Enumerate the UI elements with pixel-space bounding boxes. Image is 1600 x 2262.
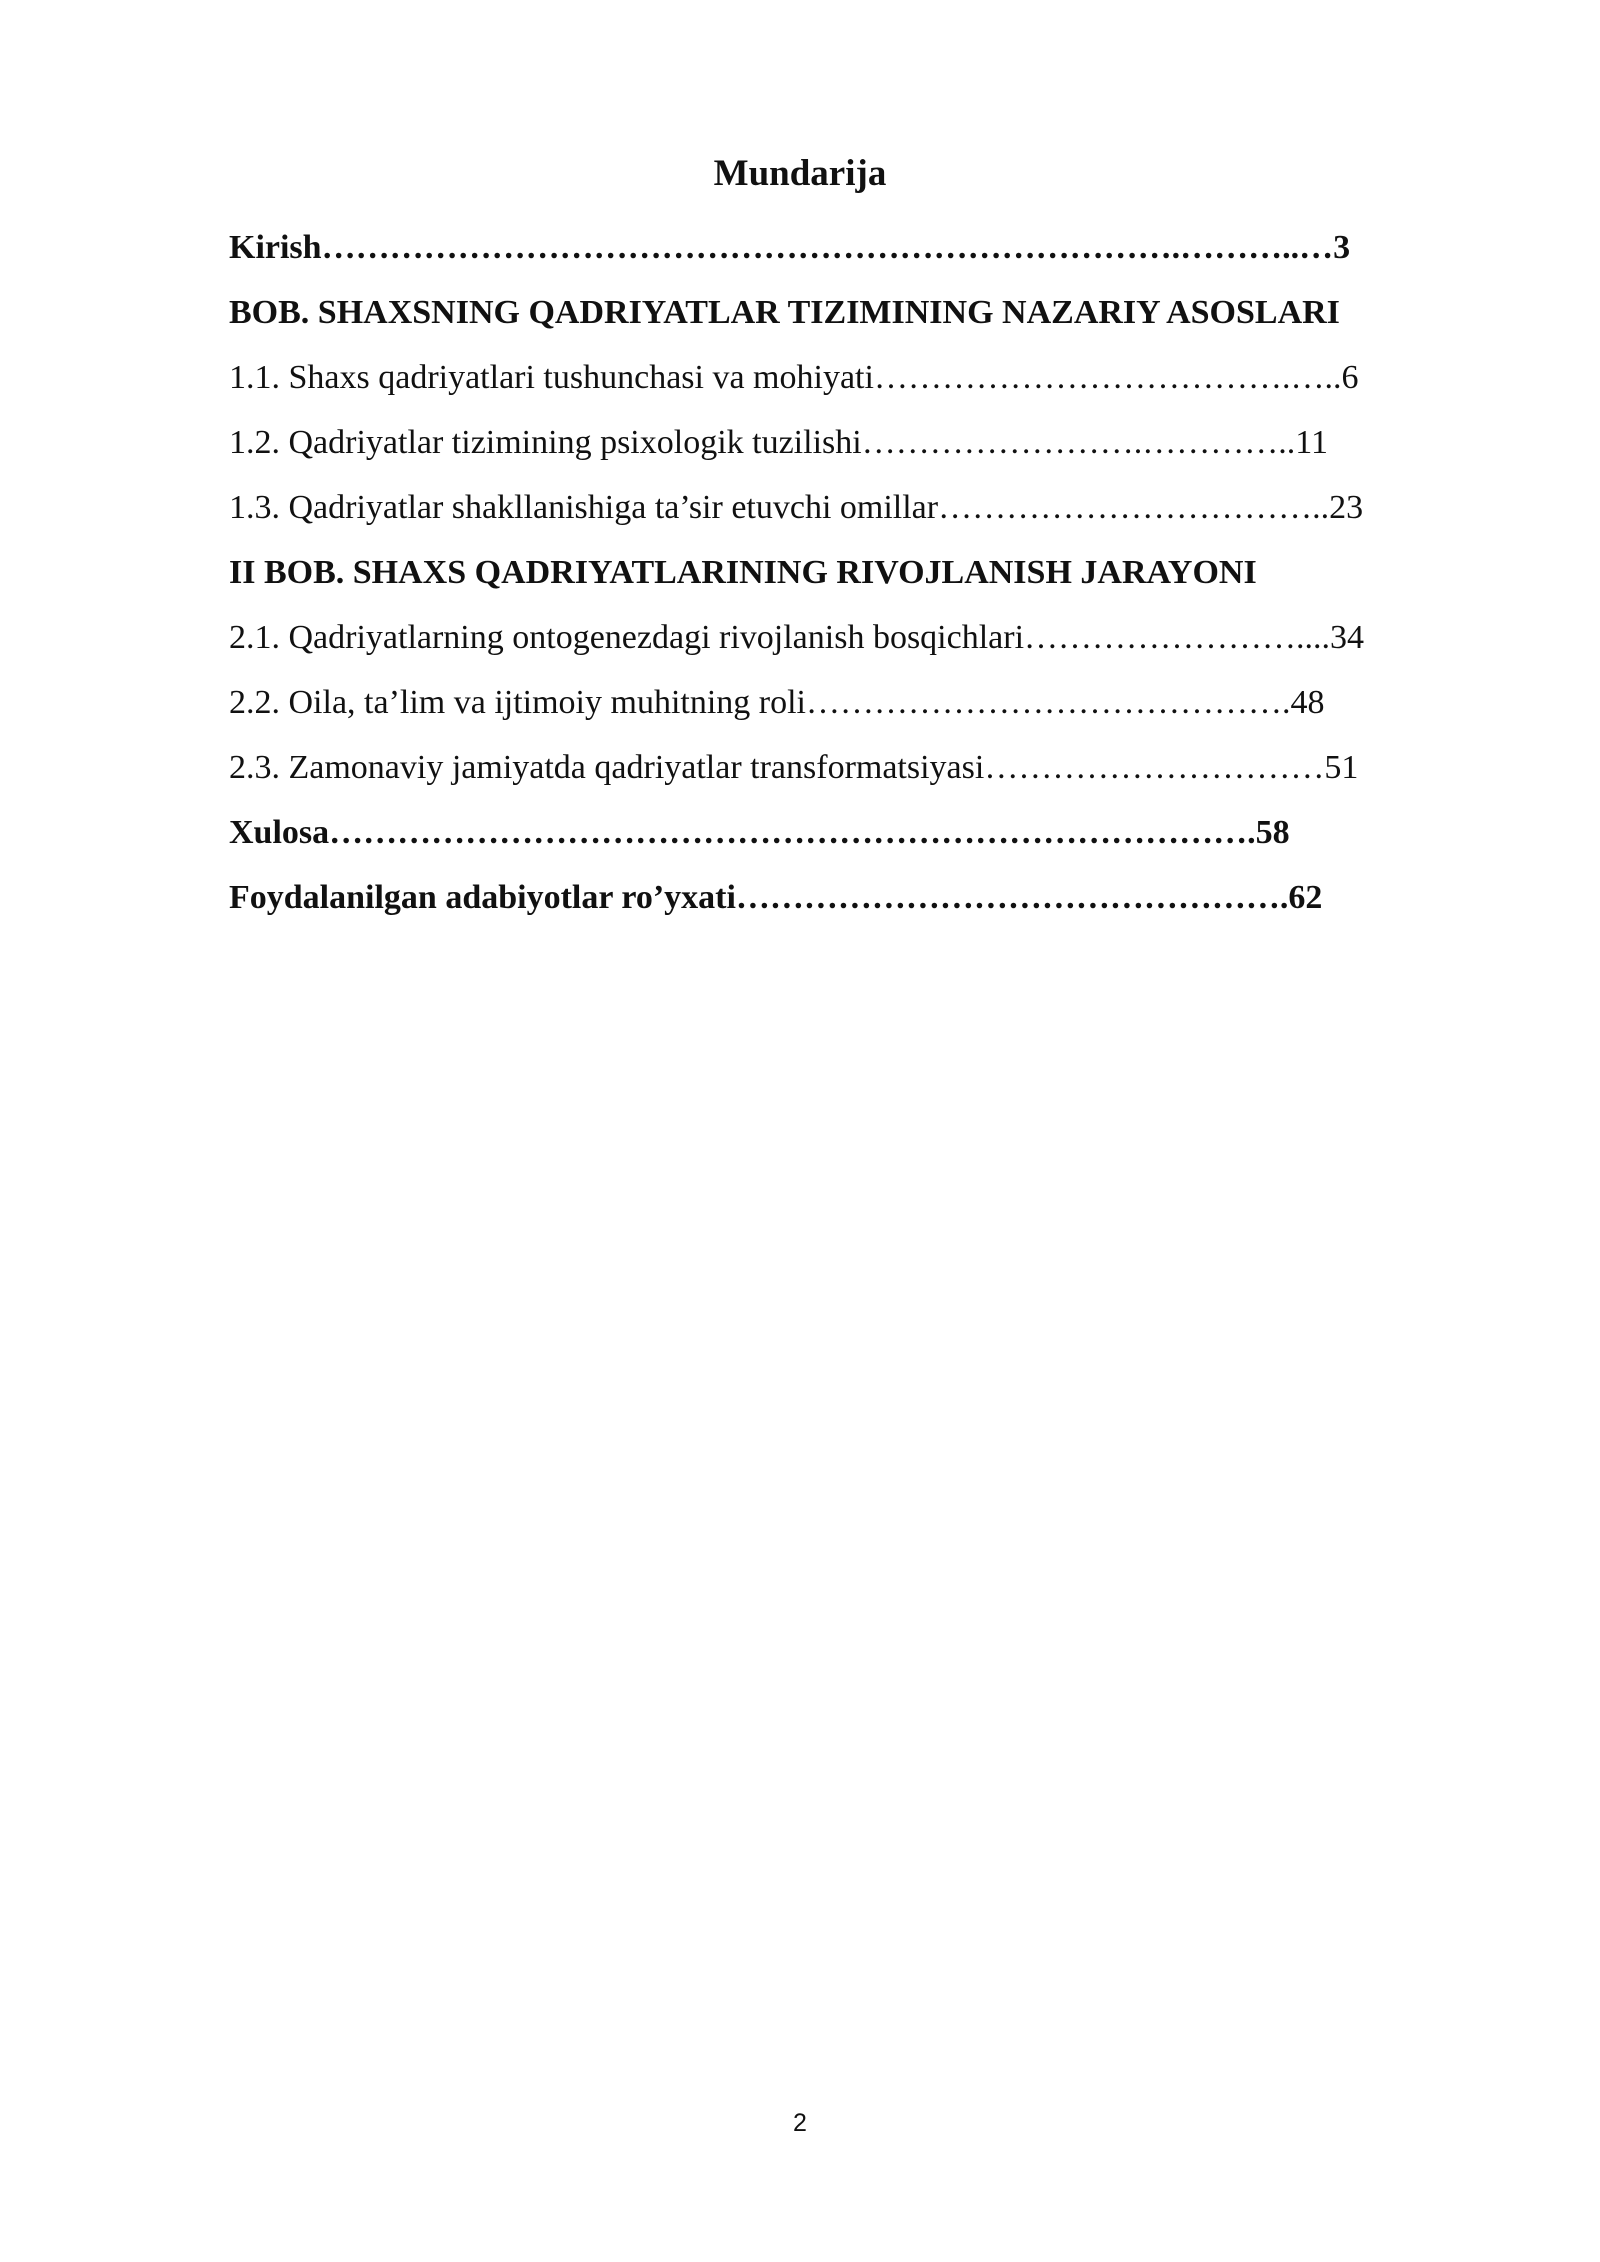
toc-entry-text: 2.3. Zamonaviy jamiyatda qadriyatlar transformatsiyasi…………………………51 [229,749,1359,786]
toc-entry-text: 2.2. Oila, ta’lim va ijtimoiy muhitning roli…………………………………….48 [229,684,1325,721]
toc-entry-section-1-2 [229,410,1489,475]
toc-entry-conclusion [229,800,1489,865]
toc-entry-chapter-1 [229,280,1489,345]
toc-entry-section-1-3 [229,475,1489,540]
toc-entry-text: 1.2. Qadriyatlar tizimining psixologik tuzilishi…………………….…………..11 [229,424,1328,461]
toc-entry-chapter-2 [229,540,1489,605]
page-number: 2 [793,2109,807,2137]
toc-entry-text: II BOB. SHAXS QADRIYATLARINING RIVOJLANISH JARAYONI [229,554,1257,591]
toc-entry-text: Xulosa……………………………………………………………………….58 [229,814,1290,851]
table-of-contents [229,215,1489,930]
toc-entry-references [229,865,1489,930]
toc-entry-text: BOB. SHAXSNING QADRIYATLAR TIZIMINING NAZARIY ASOSLARI [229,294,1340,331]
toc-entry-text: Kirish………………………………………………………………….………..…3 [229,229,1351,266]
toc-entry-text: 1.1. Shaxs qadriyatlari tushunchasi va mohiyati……………………………….…..6 [229,359,1359,396]
toc-entry-section-2-3 [229,735,1489,800]
toc-entry-section-2-1 [229,605,1489,670]
toc-entry-text: 1.3. Qadriyatlar shakllanishiga ta’sir etuvchi omillar……………………………..23 [229,489,1364,526]
toc-entry-text: 2.1. Qadriyatlarning ontogenezdagi rivojlanish bosqichlari……………………....34 [229,619,1365,656]
toc-entry-section-1-1 [229,345,1489,410]
toc-entry-section-2-2 [229,670,1489,735]
page-title: Mundarija [713,153,887,194]
toc-entry-introduction [229,215,1489,280]
toc-entry-text: Foydalanilgan adabiyotlar ro’yxati………………………………………….62 [229,879,1323,916]
